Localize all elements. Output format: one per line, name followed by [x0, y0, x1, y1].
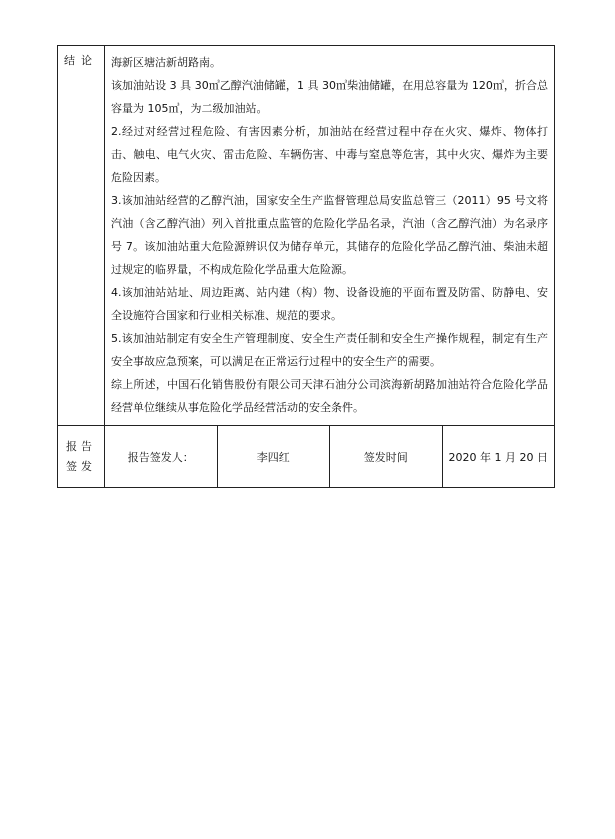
sign-time-value: 2020 年 1 月 20 日	[442, 426, 555, 488]
signature-label-line1: 报告	[66, 439, 96, 453]
conclusion-paragraph-major-hazard: 3.该加油站经营的乙醇汽油，国家安全生产监督管理总局安监总管三（2011）95 号文将汽油（含乙醇汽油）列入首批重点监管的危险化学品名录，汽油（含乙醇汽油）为名录序号 7。该加油站重大危险源辨识仅为储存单元，其储存的危险化学品乙醇汽油、柴油未超过规定的临界量，不构成危险化学品重大危险源。	[111, 194, 548, 276]
conclusion-paragraph-tanks: 该加油站设 3 具 30㎥乙醇汽油储罐，1 具 30㎥柴油储罐，在用总容量为 120㎥，折合总容量为 105㎥，为二级加油站。	[111, 79, 548, 115]
conclusion-paragraph-summary: 综上所述，中国石化销售股份有限公司天津石油分公司滨海新胡路加油站符合危险化学品经营单位继续从事危险化学品经营活动的安全条件。	[111, 378, 548, 414]
conclusion-row	[58, 46, 555, 426]
conclusion-content	[105, 46, 555, 426]
conclusion-paragraph-layout: 4.该加油站站址、周边距离、站内建（构）物、设备设施的平面布置及防雷、防静电、安全设施符合国家和行业相关标准、规范的要求。	[111, 286, 548, 322]
signer-label: 报告签发人：	[105, 426, 218, 488]
report-conclusion-table	[57, 45, 555, 488]
signature-label	[58, 426, 105, 488]
conclusion-paragraph-hazards: 2.经过对经营过程危险、有害因素分析，加油站在经营过程中存在火灾、爆炸、物体打击、触电、电气火灾、雷击危险、车辆伤害、中毒与窒息等危害，其中火灾、爆炸为主要危险因素。	[111, 125, 548, 184]
conclusion-paragraph-address: 海新区塘沽新胡路南。	[111, 56, 221, 69]
signature-label-line2: 签发	[66, 459, 96, 473]
sign-time-label: 签发时间	[330, 426, 443, 488]
signature-row	[58, 426, 555, 488]
signer-name: 李四红	[217, 426, 330, 488]
conclusion-paragraph-management: 5.该加油站制定有安全生产管理制度、安全生产责任制和安全生产操作规程，制定有生产安全事故应急预案，可以满足在正常运行过程中的安全生产的需要。	[111, 332, 548, 368]
conclusion-label: 结论	[58, 46, 105, 426]
